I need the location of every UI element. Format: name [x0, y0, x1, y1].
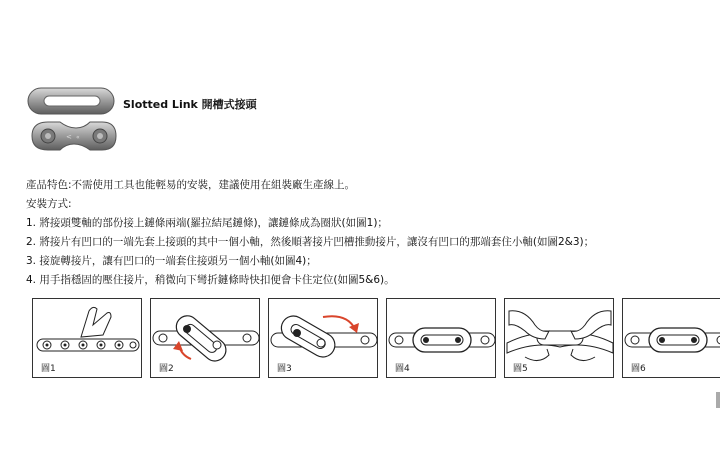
step-2: 2. 將接片有凹口的一端先套上接頭的其中一個小軸，然後順著接片凹槽推動接片，讓沒有凹口的那端套住小軸(如圖2&3)；: [26, 236, 595, 248]
figure-6: [622, 298, 720, 378]
figure-5: [504, 298, 614, 378]
installation-description: [26, 176, 594, 290]
figure-3: [268, 298, 378, 378]
figure-label: 圖1: [41, 364, 56, 374]
step-4: 4. 用手指穩固的壓住接片，稍微向下彎折鏈條時快扣便會卡住定位(如圖5&6)。: [26, 274, 395, 286]
figure-label: 圖3: [277, 364, 292, 374]
figure-1: [32, 298, 142, 378]
slotted-link-product-image: [26, 84, 118, 156]
figure-label: 圖5: [513, 364, 528, 374]
figure-label: 圖2: [159, 364, 174, 374]
svg-text:«: «: [76, 134, 80, 141]
install-heading: 安裝方式:: [26, 198, 72, 210]
feature-line: 產品特色:不需使用工具也能輕易的安裝，建議使用在組裝廠生產線上。: [26, 179, 356, 191]
step-3: 3. 接旋轉接片，讓有凹口的一端套住接頭另一個小軸(如圖4)；: [26, 255, 317, 267]
figure-label: 圖4: [395, 364, 410, 374]
scroll-edge-mark: [716, 392, 720, 408]
figure-label: 圖6: [631, 364, 646, 374]
figure-4: [386, 298, 496, 378]
svg-text:<: <: [66, 133, 72, 141]
product-title: Slotted Link 開槽式接頭: [123, 98, 257, 111]
figure-2: [150, 298, 260, 378]
step-1: 1. 將接頭雙軸的部份接上鏈條兩端(羅拉結尾鏈條)，讓鏈條成為圈狀(如圖1)；: [26, 217, 388, 229]
